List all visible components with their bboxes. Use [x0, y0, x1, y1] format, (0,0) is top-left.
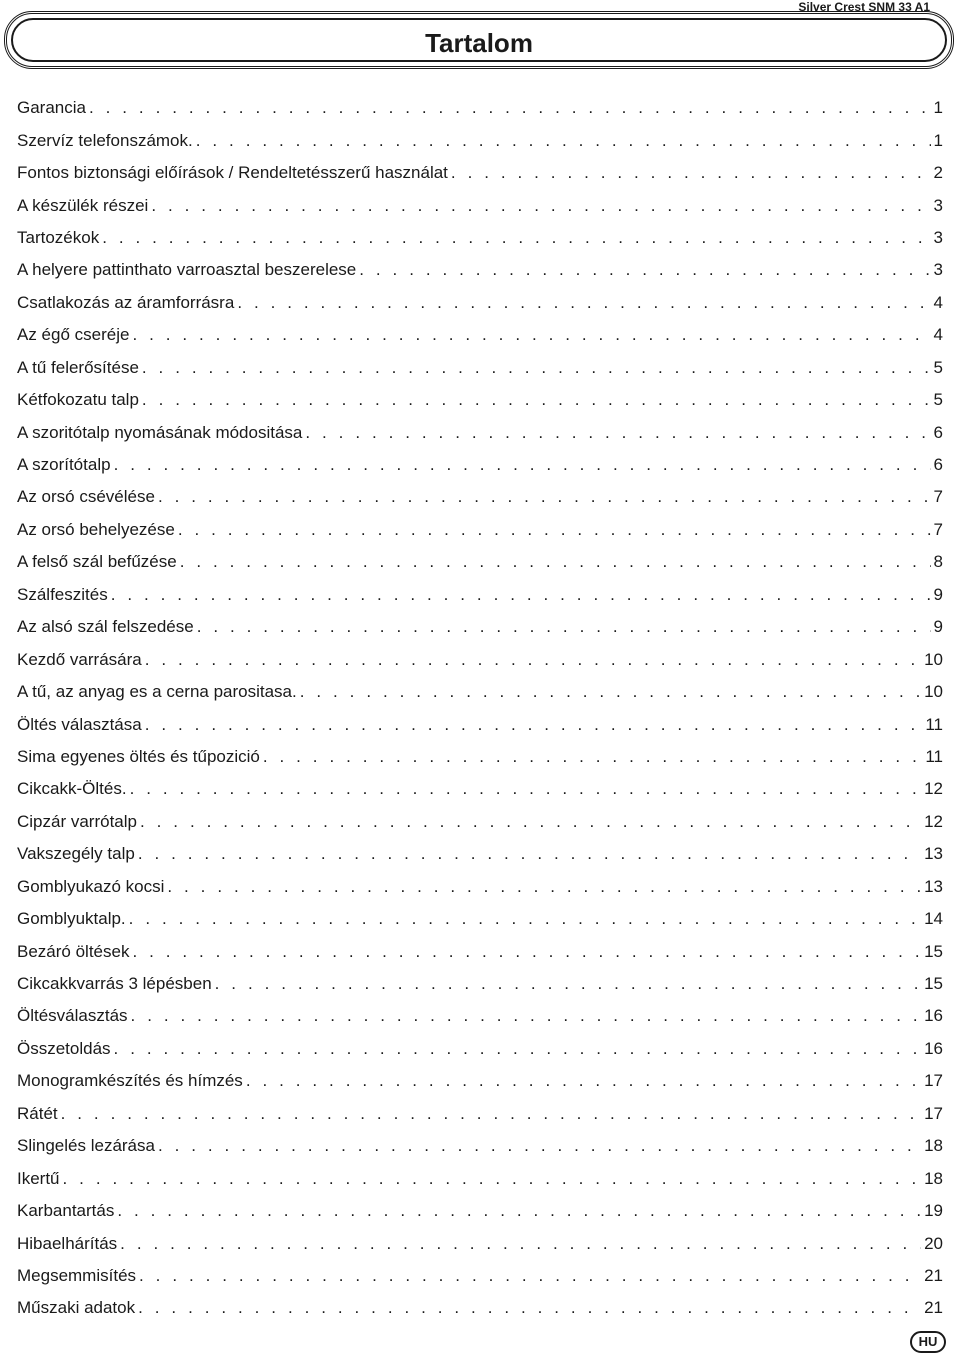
toc-entry-page-number: 6	[933, 455, 943, 475]
toc-entry[interactable]	[17, 1195, 943, 1227]
toc-leader-dots	[359, 260, 930, 280]
toc-leader-dots	[145, 715, 923, 735]
language-badge: HU	[910, 1331, 946, 1353]
toc-entry-label: Rátét	[17, 1103, 58, 1123]
toc-entry-label: Gomblyuktalp.	[17, 909, 126, 929]
toc-leader-dots	[102, 228, 930, 248]
toc-entry-page-number: 18	[924, 1168, 943, 1188]
toc-entry-label: Csatlakozás az áramforrásra	[17, 292, 235, 312]
table-of-contents	[17, 92, 943, 1325]
toc-entry-label: Összetoldás	[17, 1038, 111, 1058]
toc-entry-label: Fontos biztonsági előírások / Rendeltetésszerű használat	[17, 163, 448, 183]
toc-entry-page-number: 13	[924, 876, 943, 896]
toc-entry-page-number: 15	[924, 941, 943, 961]
toc-entry-page-number: 19	[924, 1201, 943, 1221]
toc-leader-dots	[142, 390, 931, 410]
toc-entry[interactable]	[17, 1162, 943, 1194]
toc-entry-label: A tű, az anyag es a cerna parositasa.	[17, 682, 297, 702]
toc-entry-page-number: 17	[924, 1103, 943, 1123]
toc-entry-label: Monogramkészítés és hímzés	[17, 1071, 243, 1091]
toc-leader-dots	[151, 196, 930, 216]
toc-leader-dots	[111, 585, 931, 605]
toc-entry[interactable]	[17, 1292, 943, 1324]
toc-entry-label: Műszaki adatok	[17, 1298, 136, 1318]
toc-entry[interactable]	[17, 871, 943, 903]
toc-leader-dots	[180, 552, 931, 572]
toc-entry-page-number: 3	[933, 195, 943, 215]
toc-entry-page-number: 7	[933, 519, 943, 539]
toc-entry-page-number: 10	[924, 649, 943, 669]
toc-entry[interactable]	[17, 773, 943, 805]
toc-leader-dots	[61, 1104, 921, 1124]
toc-entry-page-number: 16	[924, 1038, 943, 1058]
toc-leader-dots	[138, 1298, 921, 1318]
toc-entry[interactable]	[17, 92, 943, 124]
toc-entry-label: A szorítótalp	[17, 455, 111, 475]
toc-entry-page-number: 4	[933, 292, 943, 312]
toc-entry-page-number: 17	[924, 1071, 943, 1091]
toc-leader-dots	[139, 1266, 921, 1286]
toc-entry-page-number: 21	[924, 1298, 943, 1318]
toc-entry-label: Cipzár varrótalp	[17, 811, 137, 831]
model-name: Silver Crest SNM 33 A1	[798, 0, 930, 14]
toc-leader-dots	[158, 1136, 921, 1156]
toc-entry-label: A tű felerősítése	[17, 357, 139, 377]
toc-entry-label: Az égő cseréje	[17, 325, 130, 345]
toc-entry-page-number: 1	[933, 98, 943, 118]
toc-leader-dots	[300, 682, 921, 702]
toc-entry-page-number: 12	[924, 811, 943, 831]
toc-entry-page-number: 11	[925, 714, 943, 734]
toc-entry-label: Cikcakk-Öltés.	[17, 779, 127, 799]
toc-leader-dots	[145, 650, 921, 670]
toc-leader-dots	[142, 358, 931, 378]
toc-entry[interactable]	[17, 157, 943, 189]
toc-leader-dots	[178, 520, 931, 540]
toc-entry[interactable]	[17, 643, 943, 675]
toc-entry-page-number: 9	[933, 584, 943, 604]
toc-entry-label: A készülék részei	[17, 195, 149, 215]
toc-entry-label: Gomblyukazó kocsi	[17, 876, 165, 896]
toc-entry[interactable]	[17, 449, 943, 481]
toc-leader-dots	[246, 1071, 921, 1091]
toc-entry[interactable]	[17, 579, 943, 611]
title-frame	[4, 11, 954, 69]
toc-entry-label: Sima egyenes öltés és tűpozició	[17, 746, 260, 766]
toc-entry-label: Kétfokozatu talp	[17, 390, 139, 410]
toc-entry[interactable]	[17, 838, 943, 870]
toc-entry-page-number: 12	[924, 779, 943, 799]
toc-entry-page-number: 20	[924, 1233, 943, 1253]
toc-entry[interactable]	[17, 384, 943, 416]
toc-entry-label: Cikcakkvarrás 3 lépésben	[17, 974, 212, 994]
toc-entry[interactable]	[17, 416, 943, 448]
toc-entry-page-number: 18	[924, 1136, 943, 1156]
toc-leader-dots	[196, 131, 931, 151]
toc-entry[interactable]	[17, 1260, 943, 1292]
toc-leader-dots	[129, 909, 921, 929]
toc-entry[interactable]	[17, 806, 943, 838]
toc-entry-label: Az orsó csévélése	[17, 487, 155, 507]
toc-entry[interactable]	[17, 287, 943, 319]
toc-entry-label: A felső szál befűzése	[17, 552, 177, 572]
toc-entry[interactable]	[17, 1130, 943, 1162]
toc-entry-page-number: 4	[933, 325, 943, 345]
toc-entry[interactable]	[17, 352, 943, 384]
toc-entry-label: Öltés választása	[17, 714, 142, 734]
toc-leader-dots	[130, 779, 922, 799]
toc-entry-page-number: 7	[933, 487, 943, 507]
toc-entry[interactable]	[17, 481, 943, 513]
toc-leader-dots	[263, 747, 922, 767]
toc-entry-page-number: 6	[933, 422, 943, 442]
toc-leader-dots	[158, 487, 931, 507]
toc-leader-dots	[132, 942, 921, 962]
toc-leader-dots	[305, 423, 930, 443]
toc-entry-page-number: 8	[933, 552, 943, 572]
toc-entry[interactable]	[17, 189, 943, 221]
toc-leader-dots	[138, 844, 921, 864]
toc-leader-dots	[451, 163, 931, 183]
toc-entry[interactable]	[17, 676, 943, 708]
toc-entry-label: Slingelés lezárása	[17, 1136, 155, 1156]
toc-entry-label: Vakszegély talp	[17, 844, 135, 864]
toc-leader-dots	[167, 877, 921, 897]
toc-entry-page-number: 14	[924, 909, 943, 929]
toc-entry[interactable]	[17, 1000, 943, 1032]
toc-entry-page-number: 13	[924, 844, 943, 864]
toc-entry[interactable]	[17, 319, 943, 351]
toc-entry-page-number: 9	[933, 617, 943, 637]
toc-entry-label: A helyere pattinthato varroasztal beszerelese	[17, 260, 357, 280]
toc-entry-label: Megsemmisítés	[17, 1265, 137, 1285]
toc-entry[interactable]	[17, 968, 943, 1000]
toc-leader-dots	[89, 98, 931, 118]
toc-entry-page-number: 11	[925, 746, 943, 766]
toc-entry-label: Kezdő varrására	[17, 649, 142, 669]
toc-entry[interactable]	[17, 222, 943, 254]
toc-entry-label: Tartozékok	[17, 227, 100, 247]
toc-entry[interactable]	[17, 254, 943, 286]
toc-entry-label: Az orsó behelyezése	[17, 519, 175, 539]
toc-entry-label: Az alsó szál felszedése	[17, 617, 194, 637]
toc-entry[interactable]	[17, 935, 943, 967]
toc-entry-page-number: 3	[933, 260, 943, 280]
toc-leader-dots	[131, 1006, 922, 1026]
toc-leader-dots	[237, 293, 930, 313]
toc-entry-label: Bezáró öltések	[17, 941, 130, 961]
toc-entry-page-number: 5	[933, 390, 943, 410]
toc-leader-dots	[197, 617, 931, 637]
toc-leader-dots	[140, 812, 921, 832]
toc-entry-page-number: 1	[933, 130, 943, 150]
toc-leader-dots	[120, 1234, 921, 1254]
toc-entry-page-number: 21	[924, 1265, 943, 1285]
toc-entry[interactable]	[17, 1065, 943, 1097]
page-title: Tartalom	[425, 28, 533, 58]
toc-entry-label: A szoritótalp nyomásának módositása	[17, 422, 303, 442]
toc-entry-label: Hibaelhárítás	[17, 1233, 118, 1253]
toc-entry-page-number: 16	[924, 1006, 943, 1026]
toc-entry-page-number: 2	[933, 163, 943, 183]
toc-leader-dots	[132, 325, 930, 345]
toc-leader-dots	[117, 1201, 921, 1221]
toc-entry[interactable]	[17, 708, 943, 740]
toc-entry[interactable]	[17, 514, 943, 546]
toc-entry[interactable]	[17, 124, 943, 156]
toc-entry-label: Szálfeszités	[17, 584, 108, 604]
toc-entry-page-number: 15	[924, 974, 943, 994]
toc-entry[interactable]	[17, 1098, 943, 1130]
toc-leader-dots	[63, 1169, 922, 1189]
toc-entry-label: Ikertű	[17, 1168, 60, 1188]
toc-entry-label: Öltésválasztás	[17, 1006, 128, 1026]
toc-leader-dots	[114, 1039, 922, 1059]
toc-entry-page-number: 3	[933, 227, 943, 247]
toc-entry[interactable]	[17, 1227, 943, 1259]
toc-entry-label: Karbantartás	[17, 1201, 115, 1221]
toc-entry[interactable]	[17, 1033, 943, 1065]
toc-entry[interactable]	[17, 903, 943, 935]
toc-leader-dots	[114, 455, 931, 475]
toc-entry-label: Garancia	[17, 98, 86, 118]
toc-entry-label: Szervíz telefonszámok.	[17, 130, 193, 150]
toc-entry[interactable]	[17, 611, 943, 643]
toc-entry-page-number: 5	[933, 357, 943, 377]
toc-entry[interactable]	[17, 546, 943, 578]
toc-leader-dots	[215, 974, 921, 994]
toc-entry[interactable]	[17, 741, 943, 773]
toc-entry-page-number: 10	[924, 682, 943, 702]
